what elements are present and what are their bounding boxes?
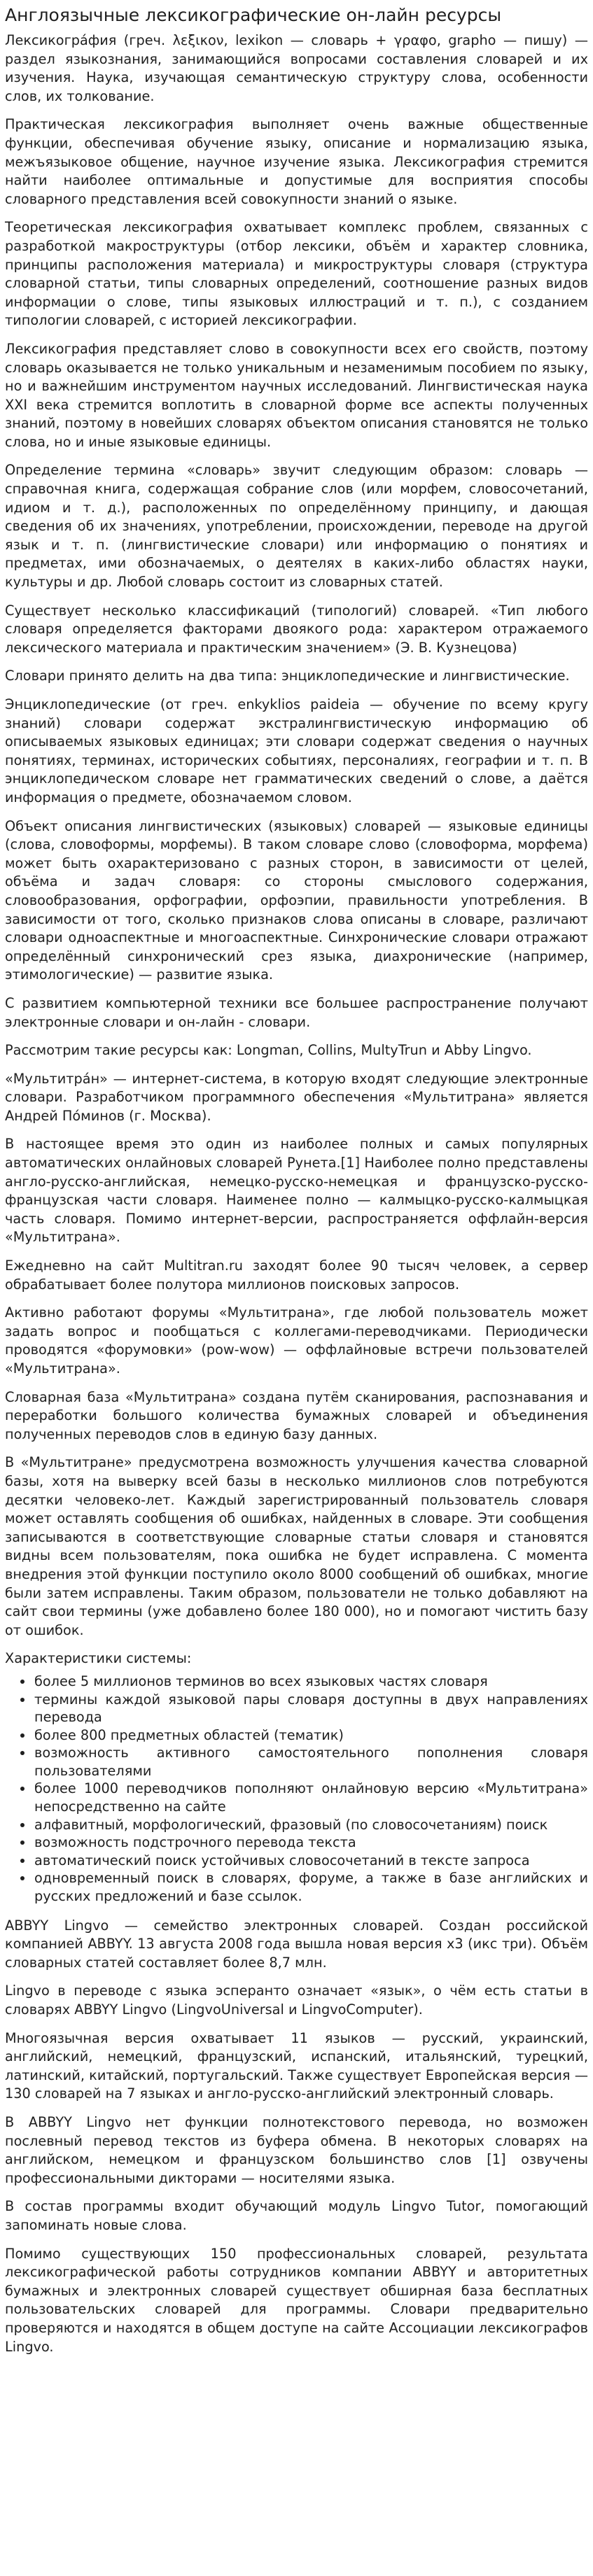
list-item: одновременный поиск в словарях, форуме, а также в базе английских и русских предложений и базе ссылок. (34, 1870, 588, 1905)
paragraph-characteristics-heading: Характеристики системы: (5, 1650, 192, 1667)
paragraph-multitran-popular: В настоящее время это один из наиболее полных и самых популярных автоматических онлайновых словарей Рунета.[1] Наиболее полно представлены англо-русско-английская, немецко-русско-немецкая и французско-русско-французская части словаря. Наименее полно — калмыцко-русско-калмыцкая часть словаря. Помимо интернет-версии, распространяется оффлайн-версия «Мультитрана». (5, 1136, 588, 1246)
paragraph-word-properties: Лексикография представляет слово в совокупности всех его свойств, поэтому словарь оказывается не только уникальным и незаменимым пособием по языку, но и важнейшим инструментом научных исследований. Лингвистическая наука XXI века стремится воплотить в словарной форме все аспекты полученных знаний, поэтому в новейших словарях объектом описания становятся не только слова, но и иные языковые единицы. (5, 340, 588, 450)
list-item: термины каждой языковой пары словаря доступны в двух направлениях перевода (34, 1691, 588, 1726)
list-item: возможность активного самостоятельного пополнения словаря пользователями (34, 1745, 588, 1779)
list-item: алфавитный, морфологический, фразовый (по словосочетаниям) поиск (34, 1816, 588, 1834)
paragraph-theoretical: Теоретическая лексикография охватывает комплекс проблем, связанных с разработкой макроструктуры (отбор лексики, объём и характер словника, принципы расположения материала) и микроструктуры словаря (структура словарной статьи, типы словарных определений, соотношение разных видов информации о слове, типы языковых иллюстраций и т. п.), с созданием типологии словарей, с историей лексикографии. (5, 219, 588, 329)
paragraph-lingvo-meaning: Lingvo в переводе с языка эсперанто означает «язык», о чём есть статьи в словарях ABBYY Lingvo (LingvoUniversal и LingvoComputer). (5, 1983, 588, 2018)
paragraph-dictionary-definition: Определение термина «словарь» звучит следующим образом: словарь — справочная книга, содержащая собрание слов (или морфем, словосочетаний, идиом и т. д.), расположенных по определённому принципу, и дающая сведения об их значениях, употреблении, происхождении, переводе на другой язык и т. п. (лингвистические словари) или информацию о понятиях и предметах, ими обозначаемых, о деятелях в каких-либо областях науки, культуры и др. Любой словарь состоит из словарных статей. (5, 462, 588, 591)
page-title: Англоязычные лексикографические он-лайн ресурсы (5, 5, 502, 25)
paragraph-electronic: С развитием компьютерной техники все большее распространение получают электронные словари и он-лайн - словари. (5, 994, 588, 1030)
paragraph-multitran-quality: В «Мультитране» предусмотрена возможность улучшения качества словарной базы, хотя на выверку всей базы в несколько миллионов слов потребуются десятки человеко-лет. Каждый зарегистрированный пользователь словаря может оставлять сообщения об ошибках, найденных в словаре. Эти сообщения записываются в соответствующие словарные статьи словаря и становятся видны всем пользователям, пока ошибка не будет исправлена. С момента внедрения этой функции поступило около 8000 сообщений об ошибках, многие были затем исправлены. Таким образом, пользователи не только добавляют на сайт свои термины (уже добавлено более 180 000), но и помогают чистить базу от ошибок. (5, 1454, 588, 1638)
paragraph-lingvo-languages: Многоязычная версия охватывает 11 языков — русский, украинский, английский, немецкий, французский, испанский, итальянский, турецкий, латинский, китайский, португальский. Также существует Европейская версия — 130 словарей на 7 языках и англо-русско-английский электронный словарь. (5, 2029, 588, 2102)
paragraph-multitran-database: Словарная база «Мультитрана» создана путём сканирования, распознавания и переработки большого количества бумажных словарей и объединения полученных переводов слов в единую базу данных. (5, 1388, 588, 1442)
paragraph-two-types: Словари принято делить на два типа: энциклопедические и лингвистические. (5, 668, 570, 684)
paragraph-classifications: Существует несколько классификаций (типологий) словарей. «Тип любого словаря определяется факторами двоякого рода: характером отражаемого лексического материала и практическим значением» (Э. В. Кузнецова) (5, 602, 588, 656)
paragraph-abbyy-intro: ABBYY Lingvo — семейство электронных словарей. Создан российской компанией ABBYY. 13 августа 2008 года вышла новая версия x3 (икс три). Объём словарных статей составляет более 8,7 млн. (5, 1917, 588, 1971)
paragraph-multitran-intro: «Мультитра́н» — интернет-система, в которую входят следующие электронные словари. Разработчиком программного обеспечения «Мультитрана» является Андрей По́минов (г. Москва). (5, 1070, 588, 1124)
paragraph-practical: Практическая лексикография выполняет очень важные общественные функции, обеспечивая обучение языку, описание и нормализацию языка, межъязыковое общение, научное изучение языка. Лексикография стремится найти наиболее оптимальные и допустимые для восприятия способы словарного представления всей совокупности знаний о языке. (5, 116, 588, 207)
paragraph-multitran-visitors: Ежедневно на сайт Multitran.ru заходят более 90 тысяч человек, а сервер обрабатывает более полутора миллионов поисковых запросов. (5, 1258, 588, 1293)
list-item: более 5 миллионов терминов во всех языковых частях словаря (34, 1673, 588, 1691)
paragraph-resources: Рассмотрим такие ресурсы как: Longman, Collins, MultyTrun и Abby Lingvo. (5, 1042, 532, 1059)
paragraph-lingvo-user-dictionaries: Помимо существующих 150 профессиональных словарей, результата лексикографической работы сотрудников компании ABBYY и авторитетных бумажных и электронных словарей существует обширная база бесплатных пользовательских словарей для программы. Словари предварительно проверяются и находятся в общем доступе на сайте Ассоциации лексикографов Lingvo. (5, 2245, 588, 2355)
list-item: более 1000 переводчиков пополняют онлайновую версию «Мультитрана» непосредственно на сайте (34, 1780, 588, 1815)
list-item: более 800 предметных областей (тематик) (34, 1726, 588, 1745)
paragraph-definition: Лексикогра́фия (греч. λεξικον, lexikon — словарь + γραφο, grapho — пишу) — раздел языкознания, занимающийся вопросами составления словарей и их изучения. Наука, изучающая семантическую структуру слова, особенности слов, их толкование. (5, 32, 588, 104)
paragraph-linguistic: Объект описания лингвистических (языковых) словарей — языковые единицы (слова, словоформы, морфемы). В таком словаре слово (словоформа, морфема) может быть охарактеризовано с разных сторон, в зависимости от целей, объёма и задач словаря: со стороны смыслового содержания, словообразования, орфографии, орфоэпии, правильности употребления. В зависимости от того, сколько признаков слова описаны в словаре, различают словари одноаспектные и многоаспектные. Синхронические словари отражают определённый синхронический срез языка, диахронические (например, этимологические) — развитие языка. (5, 817, 588, 983)
list-item: возможность подстрочного перевода текста (34, 1834, 588, 1852)
paragraph-lingvo-tutor: В состав программы входит обучающий модуль Lingvo Tutor, помогающий запоминать новые слова. (5, 2198, 588, 2233)
features-list (5, 1673, 588, 1906)
list-item: автоматический поиск устойчивых словосочетаний в тексте запроса (34, 1852, 588, 1870)
paragraph-multitran-forums: Активно работают форумы «Мультитрана», где любой пользователь может задать вопрос и пообщаться с коллегами-переводчиками. Периодически проводятся «форумовки» (pow-wow) — оффлайновые встречи пользователей «Мультитрана». (5, 1304, 588, 1377)
paragraph-encyclopedic: Энциклопедические (от греч. enkyklios paideia — обучение по всему кругу знаний) словари содержат экстралингвистическую информацию об описываемых языковых единицах; эти словари содержат сведения о научных понятиях, терминах, исторических событиях, персоналиях, географии и т. п. В энциклопедическом словаре нет грамматических сведений о слове, а даётся информация о предмете, обозначаемом словом. (5, 696, 588, 805)
paragraph-lingvo-translation: В ABBYY Lingvo нет функции полнотекстового перевода, но возможен послевный перевод текстов из буфера обмена. В некоторых словарях на английском, немецком и французском большинство слов [1] озвучены профессиональными дикторами — носителями языка. (5, 2113, 588, 2186)
